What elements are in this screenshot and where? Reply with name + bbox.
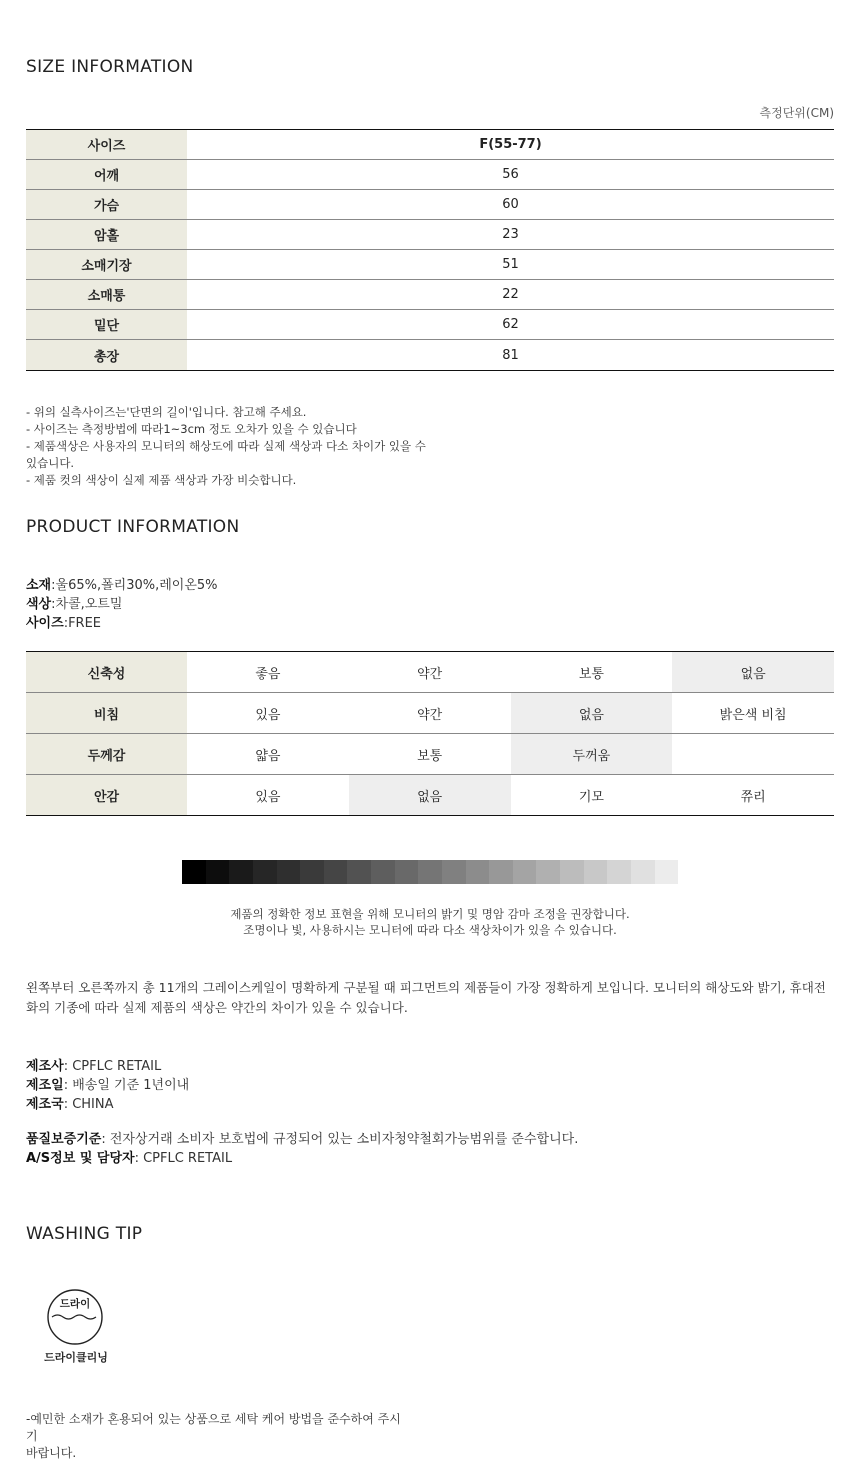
washing-section-title: WASHING TIP <box>26 1224 143 1244</box>
manufacturer-label: 제조사 <box>26 1059 64 1074</box>
material-label: 소재 <box>26 578 52 593</box>
size-row-label: 사이즈 <box>26 130 187 160</box>
quality-line <box>26 1130 578 1149</box>
size-row-label: 총장 <box>26 340 187 371</box>
dry-clean-label: 드라이클리닝 <box>44 1351 108 1364</box>
grayscale-swatch <box>206 860 230 884</box>
monitor-note-line: 조명이나 빛, 사용하시는 모니터에 따라 다소 색상차이가 있을 수 있습니다. <box>243 923 617 937</box>
grayscale-swatch <box>489 860 513 884</box>
size-row-value: 22 <box>187 280 834 310</box>
quality-info <box>26 1130 578 1168</box>
size-row-value: F(55-77) <box>187 130 834 160</box>
grayscale-swatch <box>229 860 253 884</box>
size-row-value: 60 <box>187 190 834 220</box>
size-row-value: 23 <box>187 220 834 250</box>
grayscale-swatch <box>182 860 206 884</box>
size-row <box>26 160 834 190</box>
quality-value: : 전자상거래 소비자 보호법에 규정되어 있는 소비자청약철회가능범위를 준수합니다. <box>101 1132 579 1147</box>
feel-option: 있음 <box>255 789 281 805</box>
feel-row <box>26 652 834 693</box>
as-line <box>26 1149 578 1168</box>
size-line <box>26 614 218 633</box>
feel-option-selected: 두꺼움 <box>511 734 673 775</box>
product-section-title: PRODUCT INFORMATION <box>26 517 240 537</box>
grayscale-swatch <box>466 860 490 884</box>
feel-row <box>26 775 834 816</box>
quality-label: 품질보증기준 <box>26 1132 102 1147</box>
feel-option: 약간 <box>349 652 511 693</box>
size-label: 사이즈 <box>26 616 64 631</box>
size-row-value: 51 <box>187 250 834 280</box>
grayscale-strip <box>182 860 678 884</box>
fabric-feel-table <box>26 651 834 816</box>
grayscale-swatch <box>277 860 301 884</box>
color-value: :차콜,오트밀 <box>51 597 123 612</box>
color-label: 색상 <box>26 597 52 612</box>
size-value: :FREE <box>63 616 102 631</box>
size-row-value: 62 <box>187 310 834 340</box>
feel-option-selected: 없음 <box>672 652 834 693</box>
grayscale-swatch <box>607 860 631 884</box>
size-note: - 위의 실측사이즈는'단면의 길이'입니다. 참고해 주세요. <box>26 405 307 419</box>
feel-option: 좋음 <box>187 652 349 693</box>
grayscale-swatch <box>347 860 371 884</box>
manufacturer-value: : CPFLC RETAIL <box>63 1059 162 1074</box>
grayscale-swatch <box>300 860 324 884</box>
size-row-label: 어깨 <box>26 160 187 190</box>
grayscale-swatch <box>536 860 560 884</box>
size-row <box>26 310 834 340</box>
product-attributes <box>26 576 218 633</box>
feel-option: 쮸리 <box>740 789 766 805</box>
feel-row <box>26 693 834 734</box>
grayscale-swatch <box>631 860 655 884</box>
date-value: : 배송일 기준 1년이내 <box>63 1078 190 1093</box>
feel-option-selected: 없음 <box>349 775 511 816</box>
feel-option-selected: 없음 <box>511 693 673 734</box>
grayscale-swatch <box>371 860 395 884</box>
feel-row-label: 신축성 <box>26 652 187 693</box>
feel-row <box>26 734 834 775</box>
country-value: : CHINA <box>63 1097 114 1112</box>
size-note: 있습니다. <box>26 456 75 470</box>
monitor-note <box>0 906 860 938</box>
size-row-label: 가슴 <box>26 190 187 220</box>
dry-clean-icon-text: 드라이 <box>59 1298 91 1310</box>
size-row <box>26 130 834 160</box>
country-line <box>26 1095 189 1114</box>
as-value: : CPFLC RETAIL <box>134 1151 233 1166</box>
size-section-title: SIZE INFORMATION <box>26 57 194 77</box>
date-label: 제조일 <box>26 1078 64 1093</box>
feel-option <box>672 734 834 775</box>
size-row <box>26 220 834 250</box>
material-value: :울65%,폴리30%,레이온5% <box>51 578 218 593</box>
care-instructions <box>26 1411 406 1462</box>
grayscale-swatch <box>513 860 537 884</box>
size-row <box>26 280 834 310</box>
feel-option: 보통 <box>349 734 511 775</box>
date-line <box>26 1076 189 1095</box>
feel-row-label: 두께감 <box>26 734 187 775</box>
grayscale-swatch <box>324 860 348 884</box>
feel-option: 기모 <box>578 789 604 805</box>
feel-option: 보통 <box>511 652 673 693</box>
size-row <box>26 340 834 371</box>
country-label: 제조국 <box>26 1097 64 1112</box>
feel-option: 약간 <box>349 693 511 734</box>
grayscale-paragraph: 왼쪽부터 오른쪽까지 총 11개의 그레이스케일이 명확하게 구분될 때 피그먼트의 제품들이 가장 정확하게 보입니다. 모니터의 해상도와 밝기, 휴대전화의 기종에 따라 실제 제품의 색상은 약간의 차이가 있을 수 있습니다. <box>26 980 826 1015</box>
size-row <box>26 190 834 220</box>
grayscale-swatch <box>418 860 442 884</box>
size-row-label: 암홀 <box>26 220 187 250</box>
size-table <box>26 129 834 371</box>
grayscale-swatch <box>655 860 679 884</box>
feel-option: 밝은색 비침 <box>672 693 834 734</box>
size-row-label: 밑단 <box>26 310 187 340</box>
grayscale-swatch <box>584 860 608 884</box>
size-note: - 제품색상은 사용자의 모니터의 해상도에 따라 실제 색상과 다소 차이가 있을 수 <box>26 439 426 453</box>
monitor-note-line: 제품의 정확한 정보 표현을 위해 모니터의 밝기 및 명암 감마 조정을 권장합니다. <box>230 907 630 921</box>
manufacturer-line <box>26 1057 189 1076</box>
care-line: 바랍니다. <box>26 1446 77 1460</box>
grayscale-swatch <box>395 860 419 884</box>
feel-option: 있음 <box>187 693 349 734</box>
grayscale-swatch <box>560 860 584 884</box>
feel-row-label: 안감 <box>26 775 187 816</box>
size-row-value: 56 <box>187 160 834 190</box>
size-row-value: 81 <box>502 347 519 363</box>
as-label: A/S정보 및 담당자 <box>26 1151 135 1166</box>
size-note: - 제품 컷의 색상이 실제 제품 색상과 가장 비슷합니다. <box>26 473 297 487</box>
material-line <box>26 576 218 595</box>
color-line <box>26 595 218 614</box>
size-row-label: 소매기장 <box>26 250 187 280</box>
grayscale-swatch <box>253 860 277 884</box>
grayscale-swatch <box>442 860 466 884</box>
size-note: - 사이즈는 측정방법에 따라1~3cm 정도 오차가 있을 수 있습니다 <box>26 422 357 436</box>
measurement-unit: 측정단위(CM) <box>759 106 834 120</box>
feel-row-label: 비침 <box>26 693 187 734</box>
size-row-label: 소매통 <box>26 280 187 310</box>
feel-option: 얇음 <box>187 734 349 775</box>
size-notes <box>26 404 426 489</box>
maker-info <box>26 1057 189 1114</box>
size-row <box>26 250 834 280</box>
care-line: -예민한 소재가 혼용되어 있는 상품으로 세탁 케어 방법을 준수하여 주시기 <box>26 1412 401 1443</box>
